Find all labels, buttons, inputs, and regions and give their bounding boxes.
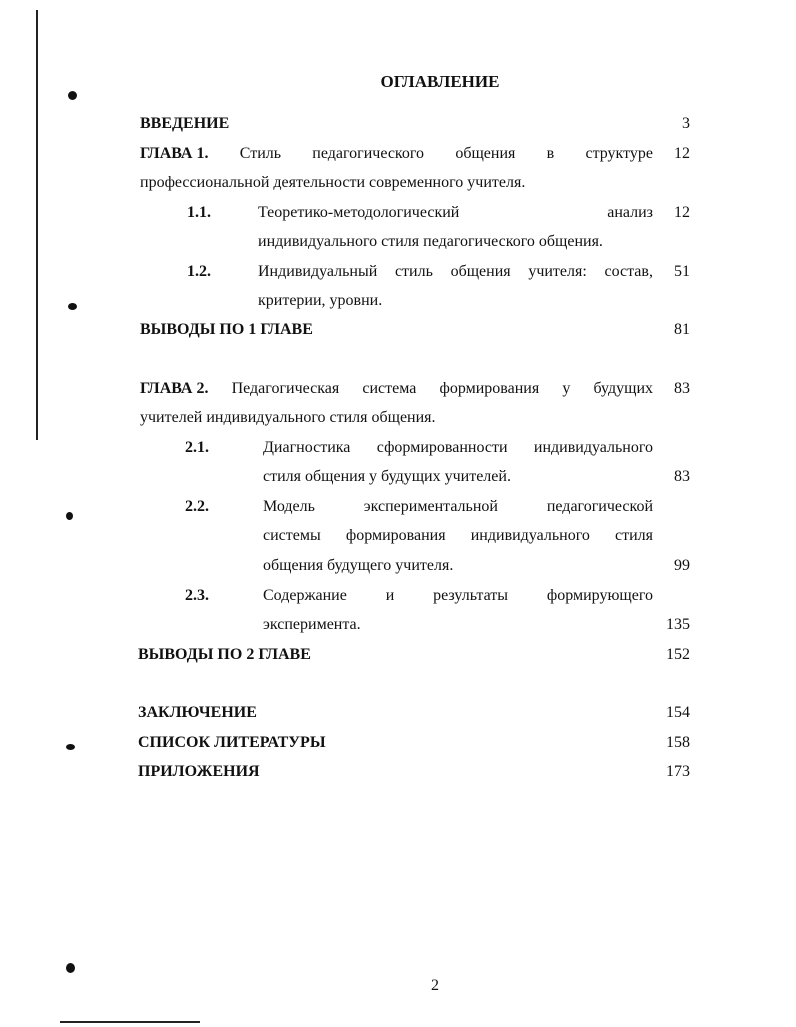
toc-chapter1-page: 12 [674, 145, 690, 162]
toc-section-1-2-page: 51 [674, 263, 690, 280]
toc-chapter2-line2: учителей индивидуального стиля общения. [140, 409, 436, 426]
toc-word: формирования [345, 527, 446, 544]
toc-word: у [562, 380, 571, 397]
toc-section-2-1-line1 [263, 439, 653, 457]
toc-word: и [385, 587, 395, 604]
toc-word: Педагогическая [231, 380, 340, 397]
toc-section-1-2-line1 [258, 263, 653, 281]
toc-section-1-1-num: 1.1. [187, 204, 211, 221]
toc-word: педагогического [312, 145, 425, 162]
toc-references-label: СПИСОК ЛИТЕРАТУРЫ [138, 734, 326, 751]
toc-word: формирующего [546, 587, 653, 604]
toc-word: индивидуального [533, 439, 653, 456]
toc-chapter1-conclusions-page: 81 [674, 321, 690, 338]
toc-word: результаты [433, 587, 508, 604]
toc-section-2-1-num: 2.1. [185, 439, 209, 456]
toc-word: сформированности [376, 439, 508, 456]
scan-speck [68, 303, 77, 310]
toc-word: Индивидуальный [258, 263, 378, 280]
toc-conclusion-page: 154 [666, 704, 690, 721]
toc-chapter2-prefix: ГЛАВА 2. [140, 380, 209, 397]
toc-word: экспериментальной [363, 498, 498, 515]
toc-word: Стиль [239, 145, 282, 162]
toc-section-2-3-num: 2.3. [185, 587, 209, 604]
toc-section-2-3-line2: эксперимента. [263, 616, 361, 633]
toc-intro-label: ВВЕДЕНИЕ [140, 115, 230, 132]
toc-chapter2-conclusions-page: 152 [666, 646, 690, 663]
toc-word: состав, [604, 263, 653, 280]
toc-chapter2-line1 [140, 380, 653, 398]
toc-section-1-1-line1 [258, 204, 653, 222]
page-number: 2 [431, 977, 439, 994]
toc-section-2-2-num: 2.2. [185, 498, 209, 515]
toc-intro-page: 3 [682, 115, 690, 132]
toc-word: Диагностика [263, 439, 351, 456]
toc-word: педагогической [546, 498, 653, 515]
toc-section-2-3-line1 [263, 587, 653, 605]
toc-chapter1-conclusions-label: ВЫВОДЫ ПО 1 ГЛАВЕ [140, 321, 313, 338]
toc-appendices-page: 173 [666, 763, 690, 780]
scan-speck [66, 963, 75, 973]
toc-word: общения [450, 263, 511, 280]
scan-speck [66, 512, 73, 520]
toc-word: стиля [614, 527, 653, 544]
toc-word: структуре [585, 145, 653, 162]
toc-word: будущих [593, 380, 653, 397]
toc-chapter2-conclusions-label: ВЫВОДЫ ПО 2 ГЛАВЕ [138, 646, 311, 663]
toc-section-1-1-page: 12 [674, 204, 690, 221]
toc-word: стиль [394, 263, 433, 280]
toc-word: Теоретико-методологический [258, 204, 460, 221]
toc-section-1-2-num: 1.2. [187, 263, 211, 280]
toc-word: формирования [439, 380, 540, 397]
toc-section-2-2-line1 [263, 498, 653, 516]
toc-word: индивидуального [470, 527, 590, 544]
page-title: ОГЛАВЛЕНИЕ [380, 72, 500, 91]
toc-word: системы [263, 527, 321, 544]
scan-bottom-line [60, 1021, 200, 1023]
toc-references-page: 158 [666, 734, 690, 751]
toc-chapter1-prefix: ГЛАВА 1. [140, 145, 209, 162]
toc-word: общения [455, 145, 516, 162]
toc-word: Модель [263, 498, 315, 515]
toc-appendices-label: ПРИЛОЖЕНИЯ [138, 763, 260, 780]
toc-section-2-2-line2 [263, 527, 653, 545]
scan-speck [66, 744, 75, 750]
toc-section-1-2-line2: критерии, уровни. [258, 292, 383, 309]
scan-speck [68, 91, 77, 100]
toc-section-2-1-page: 83 [674, 468, 690, 485]
toc-section-2-2-page: 99 [674, 557, 690, 574]
toc-word: учителя: [528, 263, 587, 280]
toc-section-2-1-line2: стиля общения у будущих учителей. [263, 468, 511, 485]
toc-section-1-1-line2: индивидуального стиля педагогического общения. [258, 233, 603, 250]
toc-word: система [362, 380, 417, 397]
toc-word: анализ [607, 204, 653, 221]
toc-conclusion-label: ЗАКЛЮЧЕНИЕ [138, 704, 257, 721]
toc-chapter2-page: 83 [674, 380, 690, 397]
toc-chapter1-line2: профессиональной деятельности современного учителя. [140, 174, 526, 191]
toc-section-2-2-line3: общения будущего учителя. [263, 557, 454, 574]
toc-section-2-3-page: 135 [666, 616, 690, 633]
toc-word: в [546, 145, 555, 162]
toc-word: Содержание [263, 587, 347, 604]
toc-chapter1-line1 [140, 145, 653, 163]
